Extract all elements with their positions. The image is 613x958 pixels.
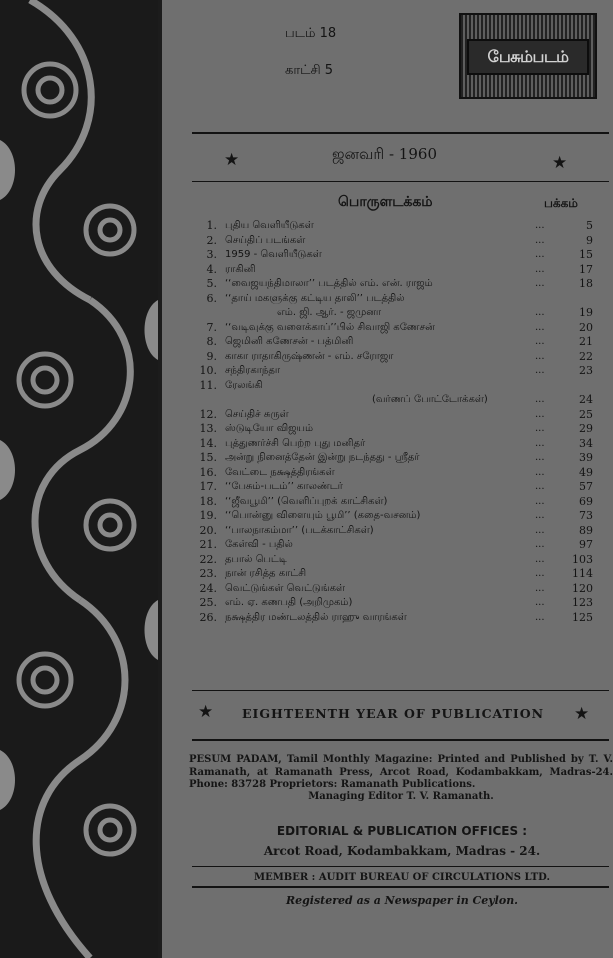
star-icon: ★ — [224, 150, 240, 170]
toc-entry — [195, 219, 607, 234]
toc-entry-number: 5. — [206, 277, 217, 290]
toc-entry-number: 7. — [206, 320, 217, 334]
toc-entry-title: ‘‘ஜீவபூமி’’ (வெளிப்புறக் காட்சிகள்) — [225, 495, 388, 507]
toc-entry — [195, 248, 607, 263]
toc-bottom-rule — [192, 690, 609, 691]
toc-entry-title: சந்திரகாந்தா — [225, 365, 281, 376]
toc-entry-leader: ... — [535, 611, 545, 623]
toc-entry — [195, 553, 607, 568]
page-column-heading: பக்கம் — [544, 196, 578, 210]
toc-entry-page: 34 — [579, 436, 593, 450]
offices-heading: EDITORIAL & PUBLICATION OFFICES : — [276, 824, 528, 838]
toc-entry-title: ஸ்டுடியோ விஜயம் — [225, 423, 314, 434]
toc-entry-title: புதிய வெளியீடுகள் — [225, 220, 314, 231]
toc-entry-page: 9 — [586, 233, 593, 247]
toc-entry — [195, 234, 607, 249]
toc-entry-title: கேள்வி - பதில் — [225, 539, 293, 550]
toc-entry-page: 24 — [579, 393, 593, 406]
toc-entry — [195, 582, 607, 597]
toc-entry-leader: ... — [535, 568, 545, 579]
toc-entry-title: ‘‘வைஜயந்திமாலா’’ படத்தில் எம். என். ராஜம் — [225, 278, 433, 289]
toc-entry-leader: ... — [535, 249, 545, 260]
toc-entry-page: 123 — [572, 596, 593, 609]
contents-page — [162, 0, 613, 958]
toc-entry — [195, 437, 607, 452]
toc-entry-number: 11. — [199, 378, 217, 392]
toc-entry-page: 57 — [579, 480, 593, 493]
toc-entry-leader: ... — [535, 321, 545, 333]
toc-entry — [195, 538, 607, 553]
toc-entry-leader: ... — [535, 423, 545, 434]
toc-entry-title: 1959 - வெளியீடுகள் — [225, 249, 322, 260]
toc-entry-page: 29 — [579, 422, 593, 435]
toc-entry-page: 120 — [572, 581, 593, 595]
toc-entry-number: 2. — [206, 233, 217, 247]
toc-entry-page: 125 — [572, 610, 593, 624]
toc-entry-number: 1. — [206, 219, 217, 232]
toc-entry-number: 8. — [206, 335, 217, 348]
toc-entry-number: 19. — [199, 509, 217, 522]
toc-entry-number: 16. — [199, 465, 217, 479]
toc-entry-number: 14. — [199, 436, 217, 450]
toc-entry-title: ரேலங்கி — [225, 379, 263, 391]
toc-entry-title: ‘‘பேசும்-படம்’’ காலண்டர் — [225, 481, 343, 492]
toc-entry-title: அன்று நினைத்தேன் இன்று நடந்தது - ஸ்ரீதர் — [225, 452, 420, 463]
toc-entry — [195, 335, 607, 350]
publication-year-line: EIGHTEENTH YEAR OF PUBLICATION — [242, 706, 545, 721]
issue-date: ஜனவரி - 1960 — [332, 145, 437, 163]
toc-entry-number: 24. — [199, 581, 217, 595]
toc-entry — [195, 567, 607, 582]
toc-entry-page: 19 — [579, 306, 593, 319]
toc-entry-leader: ... — [535, 394, 545, 405]
toc-entry-leader: ... — [535, 481, 545, 492]
member-line: MEMBER : AUDIT BUREAU OF CIRCULATIONS LTD. — [254, 872, 550, 883]
toc-entry — [195, 408, 607, 423]
toc-entry-number: 6. — [206, 291, 217, 305]
toc-entry-leader: ... — [535, 452, 545, 463]
toc-entry-leader: ... — [535, 597, 545, 608]
managing-editor: Managing Editor T. V. Ramanath. — [308, 791, 494, 802]
star-icon: ★ — [198, 702, 214, 722]
toc-entry-leader: ... — [535, 539, 545, 550]
toc-entry — [195, 495, 607, 510]
toc-entry — [195, 596, 607, 611]
toc-entry-page: 18 — [579, 277, 593, 290]
toc-entry-number: 17. — [199, 480, 217, 493]
toc-entry-title: வெட்டுங்கள் வெட்டுங்கள் — [225, 582, 346, 594]
toc-entry — [195, 379, 607, 394]
toc-entry — [195, 263, 607, 278]
toc-entry — [195, 350, 607, 365]
volume-label: படம் 18 — [285, 26, 337, 41]
toc-entry-title: செய்திச் சுருள் — [225, 408, 289, 420]
toc-entry-page: 73 — [579, 509, 593, 522]
toc-entry-title: செய்திப் படங்கள் — [225, 234, 306, 246]
issue-label: காட்சி 5 — [285, 63, 334, 78]
toc-entry — [195, 321, 607, 336]
toc-entry-leader: ... — [535, 220, 545, 231]
star-icon: ★ — [552, 153, 568, 173]
toc-entry — [195, 480, 607, 495]
toc-entry-title: எம். ஜி. ஆர். - ஜமுனா — [277, 307, 382, 318]
toc-entry-title: நக்ஷத்திர மண்டலத்தில் ராஹு வாரங்கள் — [225, 611, 407, 623]
registered-line: Registered as a Newspaper in Ceylon. — [285, 894, 519, 907]
toc-entry — [195, 524, 607, 539]
toc-entry — [195, 364, 607, 379]
toc-entry — [195, 451, 607, 466]
toc-entry-number: 18. — [199, 494, 217, 508]
toc-entry-number: 22. — [199, 552, 217, 566]
toc-entry-page: 5 — [586, 219, 593, 232]
toc-entry-page: 49 — [579, 465, 593, 479]
toc-entry-leader: ... — [535, 582, 545, 594]
toc-entry-title: ‘‘பாலநாகம்மா’’ (படக்காட்சிகள்) — [225, 524, 374, 536]
toc-entry-leader: ... — [535, 466, 545, 478]
toc-entry-page: 97 — [579, 538, 593, 551]
toc-entry-page: 39 — [579, 451, 593, 464]
toc-entry — [195, 393, 607, 408]
offices-address: Arcot Road, Kodambakkam, Madras - 24. — [263, 844, 541, 858]
toc-entry-page: 69 — [579, 494, 593, 508]
toc-entry-page: 15 — [579, 248, 593, 261]
toc-entry-page: 20 — [579, 320, 593, 334]
toc-entry-page: 89 — [579, 523, 593, 537]
toc-entry-title: ‘‘பொன்னு விளையும் பூமி’’ (கதை-வசனம்) — [225, 510, 421, 521]
toc-entry-page: 22 — [579, 349, 593, 363]
toc-entry-leader: ... — [535, 263, 545, 275]
toc-entry-number: 25. — [199, 596, 217, 609]
toc-entry-number: 23. — [199, 567, 217, 580]
toc-entry-title: ராகினி — [225, 263, 256, 275]
toc-entry-page: 17 — [579, 262, 593, 276]
toc-entry-leader: ... — [535, 408, 545, 420]
date-rule — [192, 181, 609, 182]
toc-entry-page: 21 — [579, 335, 593, 348]
member-rule-top — [192, 866, 609, 867]
toc-entry-title: ஜெமினி கணேசன் - பத்மினி — [225, 336, 354, 347]
toc-entry-number: 26. — [199, 610, 217, 624]
toc-entry — [195, 466, 607, 481]
toc-entry-leader: ... — [535, 307, 545, 318]
table-of-contents — [195, 219, 607, 625]
toc-entry-number: 4. — [206, 262, 217, 276]
toc-entry — [195, 611, 607, 626]
toc-entry-page: 103 — [572, 552, 593, 566]
top-rule — [192, 132, 609, 134]
star-icon: ★ — [574, 704, 590, 724]
toc-entry-leader: ... — [535, 495, 545, 507]
toc-entry — [195, 292, 607, 307]
imprint-text: PESUM PADAM, Tamil Monthly Magazine: Printed and Published by T. V. Ramanath, at Ramanath Press, Arcot Road, Kodambakkam, Madras-24. Phone: 83728 Proprietors: Ramanath Publications. — [189, 754, 613, 790]
toc-entry-number: 9. — [206, 349, 217, 363]
toc-entry-leader: ... — [535, 350, 545, 362]
toc-entry-title: வேட்டை நக்ஷத்திரங்கள் — [225, 466, 335, 478]
toc-entry — [195, 306, 607, 321]
toc-entry — [195, 422, 607, 437]
toc-entry-number: 12. — [199, 407, 217, 421]
toc-entry-title: தபால் பெட்டி — [225, 553, 287, 565]
toc-entry-page: 114 — [572, 567, 593, 580]
toc-entry-title: எம். ஏ. கணபதி (அறிமுகம்) — [225, 597, 353, 608]
toc-entry-number: 3. — [206, 248, 217, 261]
magazine-logo — [459, 13, 597, 99]
toc-entry-number: 21. — [199, 538, 217, 551]
toc-entry-leader: ... — [535, 278, 545, 289]
toc-entry-title: நான் ரசித்த காட்சி — [225, 568, 307, 579]
toc-entry-number: 10. — [199, 364, 217, 377]
toc-entry-leader: ... — [535, 553, 545, 565]
toc-entry-page: 25 — [579, 407, 593, 421]
toc-entry-page: 23 — [579, 364, 593, 377]
toc-entry-number: 13. — [199, 422, 217, 435]
toc-entry-title: ‘‘தாய் மகளுக்கு கட்டிய தாலி’’ படத்தில் — [225, 292, 405, 304]
toc-entry-number: 20. — [199, 523, 217, 537]
toc-entry-title: (வர்ணப் போட்டோக்கள்) — [372, 394, 488, 405]
toc-title: பொருளடக்கம் — [338, 194, 433, 210]
toc-entry — [195, 509, 607, 524]
toc-entry-title: புத்துணர்ச்சி பெற்ற புது மனிதர் — [225, 437, 366, 449]
toc-entry-leader: ... — [535, 365, 545, 376]
toc-entry-leader: ... — [535, 234, 545, 246]
toc-entry — [195, 277, 607, 292]
toc-entry-leader: ... — [535, 336, 545, 347]
toc-entry-leader: ... — [535, 510, 545, 521]
member-rule-bottom — [192, 886, 609, 888]
toc-entry-leader: ... — [535, 437, 545, 449]
toc-entry-leader: ... — [535, 524, 545, 536]
toc-entry-title: ‘‘வடிவுக்கு வளைக்காப்’’பில் சிவாஜி கணேசன் — [225, 321, 435, 333]
ornamental-border — [0, 0, 158, 958]
year-rule — [192, 739, 609, 741]
toc-entry-title: காகா ராதாகிருஷ்ணன் - எம். சரோஜா — [225, 350, 394, 362]
toc-entry-number: 15. — [199, 451, 217, 464]
logo-text: பேசும்படம் — [467, 39, 589, 75]
